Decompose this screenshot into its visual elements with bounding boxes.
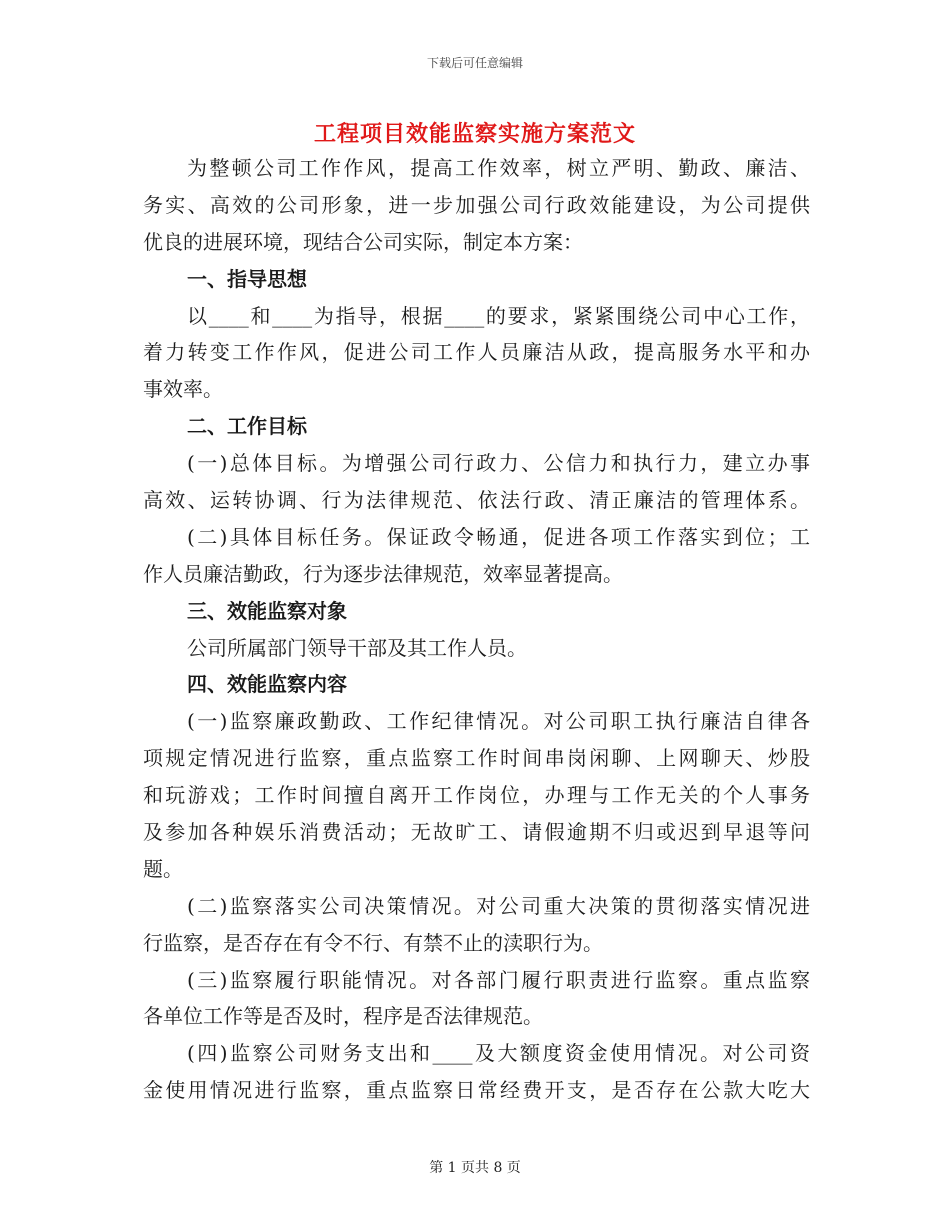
body-line: 项规定情况进行监察，重点监察工作时间串岗闲聊、上网聊天、炒股 bbox=[143, 746, 810, 771]
body-line: 着力转变工作作风，促进公司工作人员廉洁从政，提高服务水平和办 bbox=[143, 340, 810, 365]
body-line: 各单位工作等是否及时，程序是否法律规范。 bbox=[143, 1004, 543, 1029]
body-line: (四)监察公司财务支出和____及大额度资金使用情况。对公司资 bbox=[187, 1041, 810, 1066]
body-line: 高效、运转协调、行为法律规范、依法行政、清正廉洁的管理体系。 bbox=[143, 488, 810, 513]
body-line: 事效率。 bbox=[143, 377, 223, 402]
body-line: 务实、高效的公司形象，进一步加强公司行政效能建设，为公司提供 bbox=[143, 192, 810, 217]
body-line: 作人员廉洁勤政，行为逐步法律规范，效率显著提高。 bbox=[143, 561, 623, 586]
body-line: 题。 bbox=[143, 856, 183, 881]
body-line: 行监察，是否存在有令不行、有禁不止的渎职行为。 bbox=[143, 930, 603, 955]
body-line: 及参加各种娱乐消费活动；无故旷工、请假逾期不归或迟到早退等问 bbox=[143, 820, 810, 845]
body-line: (一)监察廉政勤政、工作纪律情况。对公司职工执行廉洁自律各 bbox=[187, 709, 810, 734]
body-line: (一)总体目标。为增强公司行政力、公信力和执行力，建立办事 bbox=[187, 451, 810, 476]
section-heading: 一、指导思想 bbox=[187, 266, 307, 291]
body-line: (二)监察落实公司决策情况。对公司重大决策的贯彻落实情况进 bbox=[187, 893, 810, 918]
body-line: (二)具体目标任务。保证政令畅通，促进各项工作落实到位；工 bbox=[187, 524, 810, 549]
section-heading: 二、工作目标 bbox=[187, 414, 307, 439]
body-line: 为整顿公司工作作风，提高工作效率，树立严明、勤政、廉洁、 bbox=[187, 156, 810, 180]
page-header: 下载后可任意编辑 bbox=[426, 56, 523, 70]
body-line: 以____和____为指导，根据____的要求，紧紧围绕公司中心工作， bbox=[187, 303, 810, 328]
document-body bbox=[143, 150, 810, 1109]
body-line: (三)监察履行职能情况。对各部门履行职责进行监察。重点监察 bbox=[187, 967, 810, 992]
body-line: 公司所属部门领导干部及其工作人员。 bbox=[187, 635, 527, 660]
section-heading: 三、效能监察对象 bbox=[187, 598, 347, 623]
body-line: 金使用情况进行监察，重点监察日常经费开支，是否存在公款大吃大 bbox=[143, 1078, 810, 1103]
document-title: 工程项目效能监察实施方案范文 bbox=[313, 122, 636, 147]
body-line: 优良的进展环境，现结合公司实际，制定本方案： bbox=[143, 229, 583, 254]
page-footer: 第 1 页共 8 页 bbox=[429, 1160, 521, 1176]
section-heading: 四、效能监察内容 bbox=[187, 672, 347, 697]
body-line: 和玩游戏；工作时间擅自离开工作岗位，办理与工作无关的个人事务 bbox=[143, 783, 810, 808]
